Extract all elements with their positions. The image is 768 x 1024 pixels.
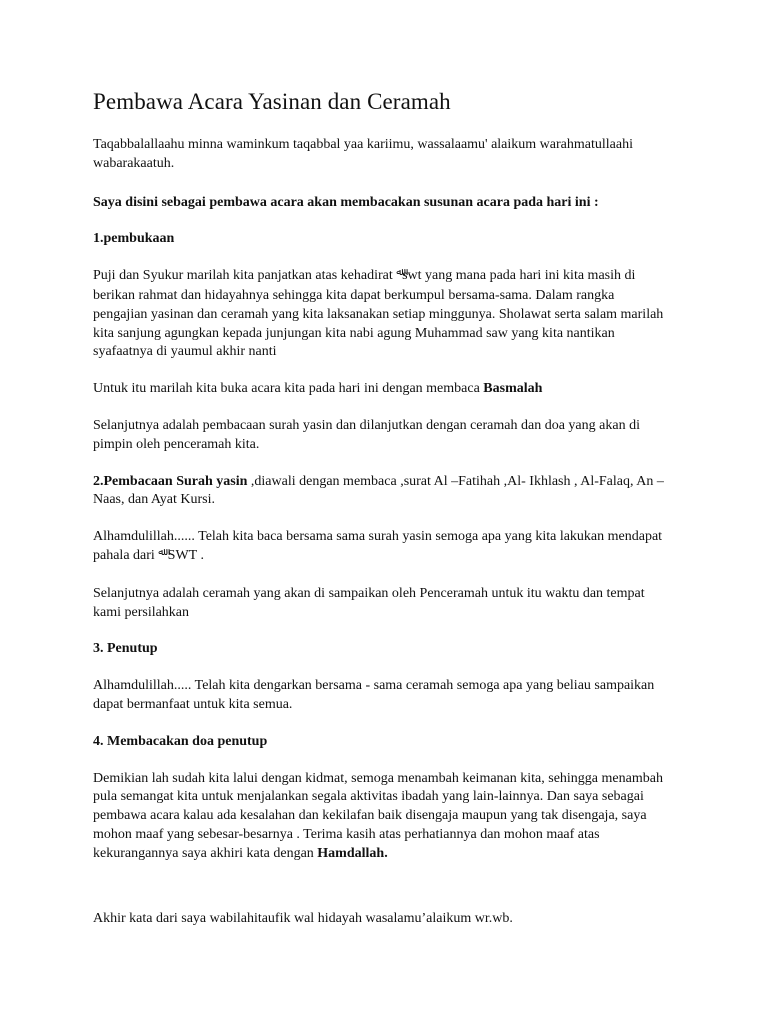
- section-2-heading-rest: ,diawali dengan membaca ,surat Al –Fatihah ,Al- Ikhlash , Al-Falaq, An –Naas, dan Ayat Kursi.: [93, 473, 664, 508]
- basmalah-bold: Basmalah: [483, 381, 543, 397]
- section-2-text-post: SWT .: [167, 547, 204, 563]
- section-1-paragraph: [93, 267, 668, 362]
- next-paragraph: Selanjutnya adalah pembacaan surah yasin dan dilanjutkan dengan ceramah dan doa yang akan di pimpin oleh penceramah kita.: [93, 417, 640, 452]
- section-3-paragraph: Alhamdulillah..... Telah kita dengarkan bersama - sama ceramah semoga apa yang beliau sampaikan dapat bermanfaat untuk kita semua.: [93, 678, 655, 712]
- section-4-paragraph: [93, 770, 668, 864]
- section-2-paragraph-1: [93, 528, 668, 567]
- document-page: [93, 88, 668, 946]
- section-1-heading: 1.pembukaan: [93, 231, 175, 247]
- section-2-text-pre: Alhamdulillah...... Telah kita baca bersama sama surah yasin semoga apa yang kita lakukan mendapat pahala dari: [93, 529, 663, 563]
- closing-paragraph: Akhir kata dari saya wabilahitaufik wal hidayah wasalamu’alaikum wr.wb.: [93, 910, 513, 926]
- document-title: Pembawa Acara Yasinan dan Ceramah: [93, 89, 451, 114]
- hamdallah-bold: Hamdallah.: [317, 845, 388, 861]
- allah-glyph: ﷲ: [396, 267, 403, 279]
- section-1-text-pre: Puji dan Syukur marilah kita panjatkan atas kehadirat: [93, 268, 393, 284]
- basmalah-text: Untuk itu marilah kita buka acara kita pada hari ini dengan membaca: [93, 381, 480, 397]
- section-4-text: Demikian lah sudah kita lalui dengan kidmat, semoga menambah keimanan kita, sehingga menambah pula semangat kita untuk menjalankan segala aktivitas ibadah yang lain-lainnya. Dan saya sebagai pembawa acara kalau ada kesalahan dan kekilafan baik disengaja maupun yang tak disengaja, saya mohon maaf yang sebesar-besarnya . Terima kasih atas perhatiannya dan mohon maaf atas kekurangannya saya akhiri kata dengan: [93, 770, 663, 861]
- section-1-text-post: swt yang mana pada hari ini kita masih di berikan rahmat dan hidayahnya sehingga kita dapat berkumpul bersama-sama. Dalam rangka pengajian yasinan dan ceramah yang kita laksanakan setiap minggunya. Sholawat serta salam marilah kita sanjung agungkan kepada junjungan kita nabi agung Muhammad saw yang kita nantikan syafaatnya di yaumul akhir nanti: [93, 268, 664, 360]
- section-4-heading: 4. Membacakan doa penutup: [93, 733, 268, 749]
- basmalah-paragraph: [93, 380, 668, 399]
- section-2-heading: 2.Pembacaan Surah yasin: [93, 473, 248, 489]
- section-3-heading: 3. Penutup: [93, 641, 158, 657]
- announcement-paragraph: Saya disini sebagai pembawa acara akan membacakan susunan acara pada hari ini :: [93, 194, 599, 210]
- section-2-heading-paragraph: [93, 473, 668, 511]
- greeting-paragraph: Taqabbalallaahu minna waminkum taqabbal yaa kariimu, wassalaamu' alaikum warahmatullaahi wabarakaatuh.: [93, 137, 633, 171]
- section-2-paragraph-2: Selanjutnya adalah ceramah yang akan di sampaikan oleh Penceramah untuk itu waktu dan tempat kami persilahkan: [93, 585, 645, 620]
- allah-glyph: ﷲ: [158, 546, 165, 558]
